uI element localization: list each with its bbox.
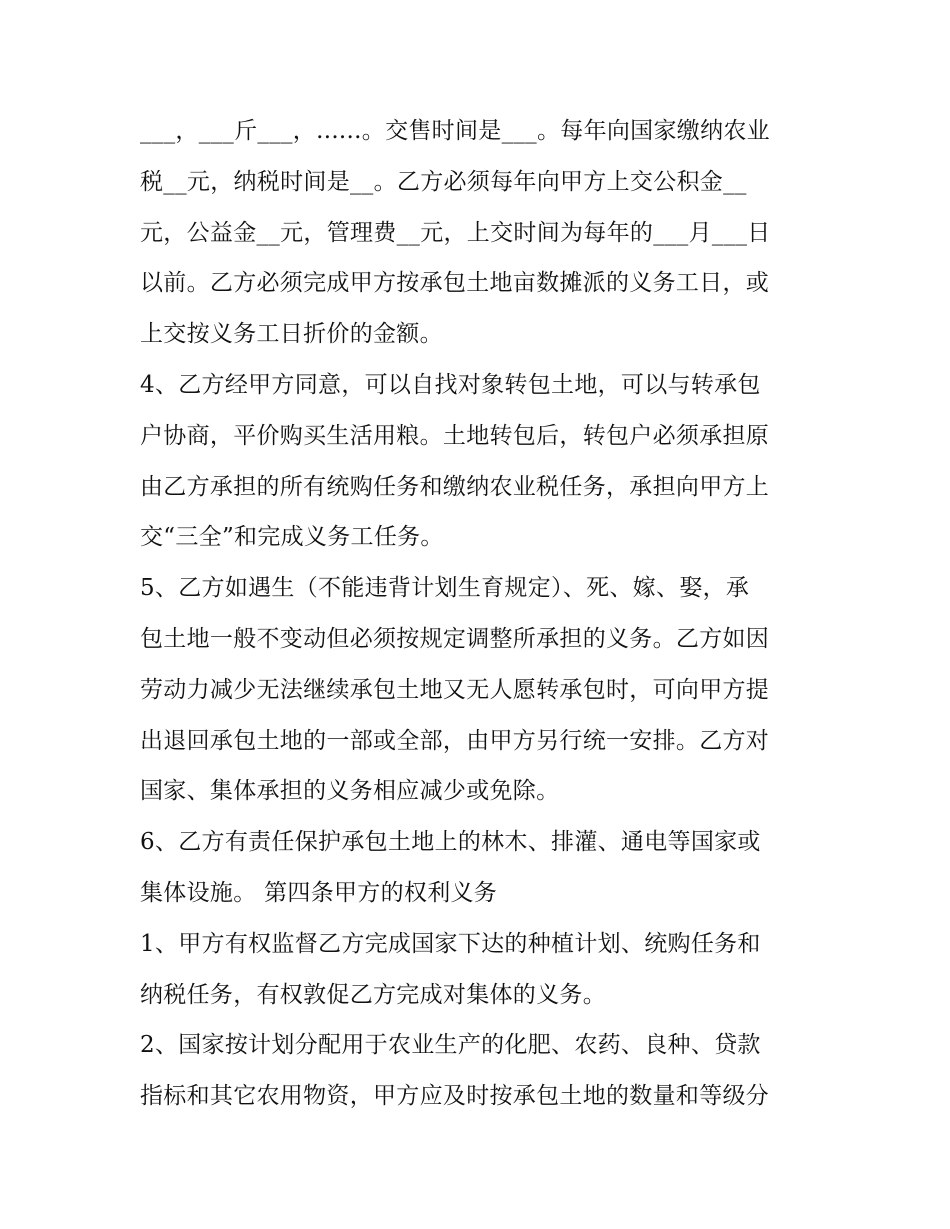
- text-line: 包土地一般不变动但必须按规定调整所承担的义务。乙方如因: [140, 625, 770, 652]
- text-line: 出退回承包土地的一部或全部，由甲方另行统一安排。乙方对: [140, 727, 770, 754]
- text-line: 指标和其它农用物资，甲方应及时按承包土地的数量和等级分: [140, 1083, 770, 1110]
- text-line: 交“三全”和完成义务工任务。: [140, 524, 444, 551]
- text-line: 户协商，平价购买生活用粮。土地转包后，转包户必须承担原: [140, 422, 770, 449]
- text-line: 6、乙方有责任保护承包土地上的林木、排灌、通电等国家或: [140, 829, 761, 856]
- text-line: 5、乙方如遇生（不能违背计划生育规定）、死、嫁、娶，承: [140, 575, 750, 602]
- text-line: 纳税任务，有权敦促乙方完成对集体的义务。: [140, 981, 606, 1008]
- text-line: 以前。乙方必须完成甲方按承包土地亩数摊派的义务工日，或: [140, 270, 770, 297]
- text-line: 国家、集体承担的义务相应减少或免除。: [140, 778, 560, 805]
- text-line: 劳动力减少无法继续承包土地又无人愿转承包时，可向甲方提: [140, 676, 770, 703]
- text-line: 由乙方承担的所有统购任务和缴纳农业税任务，承担向甲方上: [140, 473, 770, 500]
- text-line: 集体设施。 第四条甲方的权利义务: [140, 879, 498, 906]
- text-line: 上交按义务工日折价的金额。: [140, 321, 443, 348]
- text-line: 4、乙方经甲方同意，可以自找对象转包土地，可以与转承包: [140, 371, 761, 398]
- text-line: 1、甲方有权监督乙方完成国家下达的种植计划、统购任务和: [140, 930, 761, 957]
- text-line: 税__元，纳税时间是__。乙方必须每年向甲方上交公积金__: [140, 168, 747, 195]
- text-line: 2、国家按计划分配用于农业生产的化肥、农药、良种、贷款: [140, 1032, 761, 1059]
- document-body: [140, 106, 820, 1122]
- text-line: ___，___斤___，......。交售时间是___。每年向国家缴纳农业: [140, 118, 770, 144]
- text-line: 元，公益金__元，管理费__元，上交时间为每年的___月___日: [140, 219, 771, 246]
